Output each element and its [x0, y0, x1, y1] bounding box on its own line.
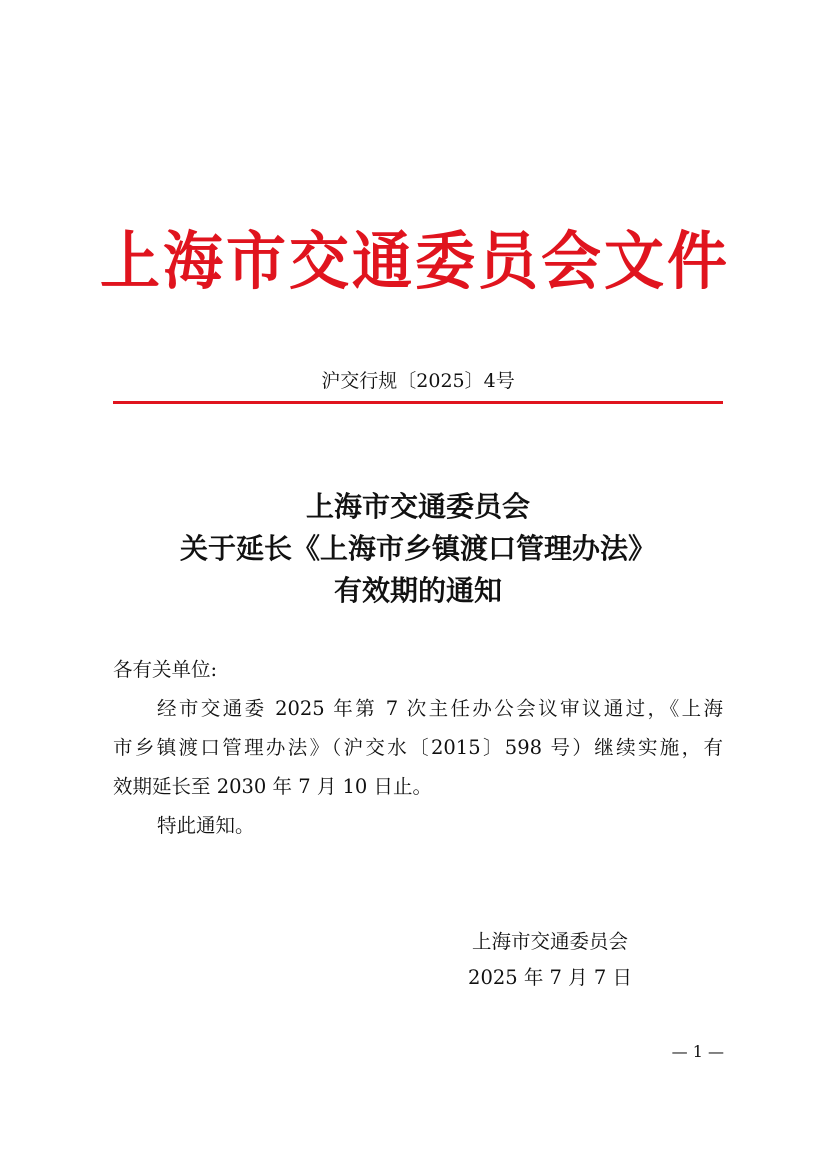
addressee: 各有关单位:: [113, 658, 218, 681]
notice-title: [113, 486, 723, 612]
paragraph-line-1: 经市交通委 2025 年第 7 次主任办公会议审议通过，《上海: [157, 697, 723, 720]
document-number: 沪交行规〔2025〕4号: [321, 370, 515, 392]
paragraph-line-3: 效期延长至 2030 年 7 月 10 日止。: [113, 775, 433, 798]
title-line-1: 上海市交通委员会: [305, 490, 530, 523]
closing-remark: 特此通知。: [157, 814, 255, 837]
paragraph-line-2: 市乡镇渡口管理办法》（沪交水〔2015〕598 号）继续实施，有: [113, 736, 723, 759]
red-divider-rule: [113, 401, 723, 404]
title-line-2: 关于延长《上海市乡镇渡口管理办法》: [179, 532, 656, 565]
masthead-title: 上海市交通委员会文件: [100, 225, 730, 299]
notice-body: [113, 650, 723, 845]
page-number: — 1 —: [671, 1042, 724, 1061]
signature-organization: 上海市交通委员会: [471, 930, 628, 953]
signature-block: [440, 924, 660, 996]
signature-date: 2025 年 7 月 7 日: [468, 966, 632, 989]
title-line-3: 有效期的通知: [333, 574, 502, 607]
